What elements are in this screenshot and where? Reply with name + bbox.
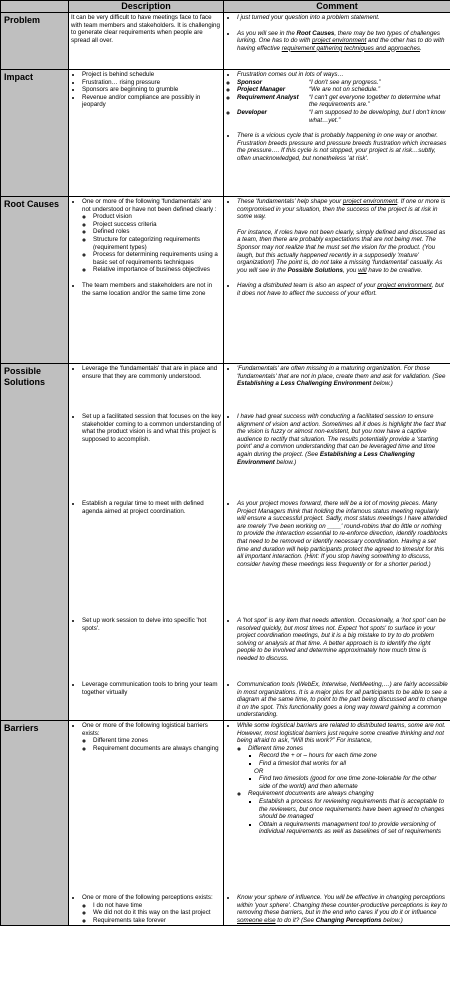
barrier-comment-1: • While some logistical barriers are related to distributed teams, some are not. However, most logistical barriers just require some creative thinking and not being afraid to ask, “Will this work?” For instance, ◦ Different time zones ▪ Record the + or – hours for each time zone ▪ Find a timeslot that works for all OR ▪ Find two timeslots (good for one time zone-tolerable for the other side of the world) and then alternate ◦ Requirement documents are always changing ▪ Establish a process for reviewing requirements that is acceptable to the reviewers, but once requirements have been agreed to changes should be managed ▪ Obtain a requirements management tool to provide versioning of individual requirements as well as baselines of set of requirements <box>237 722 448 836</box>
logistical-barrier: ◦ Requirement documents are always changing <box>93 745 221 753</box>
solutions-description <box>69 364 224 721</box>
logistical-barrier: ◦ Different time zones <box>93 737 221 745</box>
impact-item: • Project is behind schedule <box>82 71 221 79</box>
fundamental-item: ◦ Project success criteria <box>93 221 221 229</box>
role-quote: ◦ Requirement Analyst “I can't get everyone together to determine what the requirements are.” <box>237 94 448 109</box>
root-causes-description <box>69 197 224 364</box>
time-zone-step: ▪ Record the + or – hours for each time zone <box>259 752 448 760</box>
row-label-possible-solutions: Possible Solutions <box>1 364 69 721</box>
role-quote: ◦ Sponsor “I don't see any progress.” <box>237 79 448 87</box>
barriers-description <box>69 720 224 925</box>
fundamental-item: ◦ Structure for categorizing requirements (requirement types) <box>93 236 221 251</box>
root-causes-row <box>1 197 450 364</box>
impact-comment-intro: • Frustration comes out in lots of ways… <box>237 71 448 79</box>
solution-item: • Leverage the 'fundamentals' that are in place and ensure that they are commonly understood. <box>82 365 221 380</box>
barrier-item: • One or more of the following perceptions exists: ◦ I do not have time ◦ We did not do it this way on the last project ◦ Requirements take forever <box>82 894 221 924</box>
header-comment: Comment <box>224 1 450 13</box>
solution-comment: • A 'hot spot' is any item that needs attention. Occasionally, a 'hot spot' can be resolved quickly, but most times not. Expect 'hot spots' to surface in your project coordination meetings, but it is a big mistake to try to do problem solving or analysis at that time. A better approach is to identify the right people to be involved and determine approximately how much time is needed to discuss. <box>237 617 448 663</box>
solution-item: • Set up a facilitated session that focuses on the key stakeholder coming to a common understanding of what the product vision is and what this project is supposed to accomplish. <box>82 413 221 443</box>
problem-row <box>1 13 450 70</box>
barrier-item: • One or more of the following logistical barriers exists: ◦ Different time zones ◦ Requirement documents are always changing <box>82 722 221 752</box>
impact-comment-cycle: • There is a vicious cycle that is probably happening in one way or another. Frustration breeds pressure and pressure breeds frustration which increases the pressure…. If this cycle is not stopped, your project is at risk…subtly, often unacknowledged, but nonetheless 'at risk'. <box>237 132 448 162</box>
problem-comment-1: • I just turned your question into a problem statement. <box>237 14 448 22</box>
row-label-root-causes: Root Causes <box>1 197 69 364</box>
row-label-problem: Problem <box>1 13 69 70</box>
header-row <box>1 1 450 13</box>
requirement-docs-approach: ◦ Requirement documents are always changing ▪ Establish a process for reviewing requirements that is acceptable to the reviewers, but once requirements have been agreed to changes should be managed ▪ Obtain a requirements management tool to provide versioning of individual requirements as well as baselines of set of requirements <box>248 790 448 836</box>
possible-solutions-row <box>1 364 450 721</box>
header-description: Description <box>69 1 224 13</box>
solution-item: • Set up work session to delve into specific 'hot spots'. <box>82 617 221 632</box>
barriers-row <box>1 720 450 925</box>
root-cause-item: • One or more of the following 'fundamentals' are not understood or have not been defined clearly : ◦ Product vision ◦ Project success criteria ◦ Defined roles ◦ Structure for categorizing requirements (requirement types) ◦ Process for determining requirements using a basic set of requirements techniques ◦ Relative importance of business objectives <box>82 198 221 274</box>
impact-comment <box>224 70 450 197</box>
barrier-comment-2: • Know your sphere of influence. You will be effective in changing perceptions within 'your sphere'. Changing these counter-productive perceptions is key to removing these barriers, but in the end who cares if you do it or influence someone else to do it? (See Changing Perceptions below.) <box>237 894 448 924</box>
solution-comment: • Communication tools (WebEx, Interwise, NetMeeting,…) are fairly accessible in most organizations. It is a major plus for all participants to be able to see a diagram at the same time, to point to the part being discussed and to change it on the spot. This functionality goes a long way toward gaining a common understanding. <box>237 681 448 719</box>
problem-comment-2: • As you will see in the Root Causes, there may be two types of challenges lurking. One has to do with project environment and the other has to do with having effective requirement gathering techniques and approaches. <box>237 30 448 53</box>
perception-item: ◦ Requirements take forever <box>93 917 221 925</box>
root-causes-comment <box>224 197 450 364</box>
row-label-impact: Impact <box>1 70 69 197</box>
root-comment-1: • These 'fundamentals' help shape your project environment. If one or more is compromised in your situation, then the success of the project is at risk in some way. <box>237 198 448 221</box>
perception-item: ◦ We did not do it this way on the last project <box>93 909 221 917</box>
fundamental-item: ◦ Process for determining requirements using a basic set of requirements techniques <box>93 251 221 266</box>
solutions-comment <box>224 364 450 721</box>
barriers-comment <box>224 720 450 925</box>
root-comment-3: • Having a distributed team is also an aspect of your project environment, but it does not have to affect the success of your effort. <box>237 282 448 297</box>
time-zone-step: ▪ Find a timeslot that works for all <box>259 760 448 768</box>
root-cause-item: • The team members and stakeholders are not in the same location and/or the same time zone <box>82 282 221 297</box>
header-blank <box>1 1 69 13</box>
problem-comment <box>224 13 450 70</box>
time-zone-approach: ◦ Different time zones ▪ Record the + or – hours for each time zone ▪ Find a timeslot that works for all OR ▪ Find two timeslots (good for one time zone-tolerable for the other side of the world) and then alternate <box>248 745 448 791</box>
role-quote: ◦ Project Manager “We are not on schedule.” <box>237 86 448 94</box>
or-label: OR <box>254 767 264 775</box>
solution-comment: • I have had great success with conducting a facilitated session to ensure alignment of vision and action. Sometimes all it does is highlight the fact that the vision is fuzzy or almost non-existent, but you now have a captive audience to rectify that situation. The results potentially provide a 'starting point' and a common understanding that can be leveraged time and time again during the project. (See Establishing a Less Challenging Environment below.) <box>237 413 448 466</box>
row-label-barriers: Barriers <box>1 720 69 925</box>
requirement-docs-step: ▪ Establish a process for reviewing requirements that is acceptable to the reviewers, but once requirements have been agreed to changes should be managed <box>259 798 448 821</box>
problem-description: It can be very difficult to have meetings face to face with team members and stakeholders. It is challenging to generate clear requirements when people are spread all over. <box>69 13 224 70</box>
root-comment-2: For instance, if roles have not been clearly, simply defined and discussed as a team, then there are probably expectations that are not being met. The Sponsor may not realize that he must set the vision for the product. (You laugh, but this actually happened recently in a supposedly 'mature' organization!) The point is, do not take a missing 'fundamental' casually. As you will see in the Possible Solutions, you will have to be creative. <box>237 228 446 274</box>
fundamental-item: ◦ Relative importance of business objectives <box>93 266 221 274</box>
solution-item: • Leverage communication tools to bring your team together virtually <box>82 681 221 696</box>
requirement-docs-step: ▪ Obtain a requirements management tool to provide versioning of individual requirements as well as baselines of set of requirements <box>259 821 448 836</box>
fundamental-item: ◦ Product vision <box>93 213 221 221</box>
time-zone-step: ▪ Find two timeslots (good for one time zone-tolerable for the other side of the world) and then alternate <box>259 775 448 790</box>
solution-item: • Establish a regular time to meet with defined agenda aimed at project coordination. <box>82 500 221 515</box>
solution-comment: • As your project moves forward, there will be a lot of moving pieces. Many Project Managers think that holding the infamous status meeting regularly will ensure a successful project. Sadly, most status meetings I have attended are merely 'I've been working on ____' round-robins that do little or nothing to provide the interaction essential to re-enforce direction, identify roadblocks that need to be removed or identify necessary coordination. Having a set time and duration will help participants protect the agreed to timeslot for this all important interaction. (Hint: If you stop having something to discuss, consider having these meetings less frequently or for a shorter period.) <box>237 500 448 568</box>
impact-item: • Revenue and/or compliance are possibly in jeopardy <box>82 94 221 109</box>
impact-item: • Sponsors are beginning to grumble <box>82 86 221 94</box>
impact-description <box>69 70 224 197</box>
fundamental-item: ◦ Defined roles <box>93 228 221 236</box>
solution-comment: • 'Fundamentals' are often missing in a maturing organization. For those 'fundamentals' that are not in place, create them and ask for validation. (See Establishing a Less Challenging Environment below.) <box>237 365 448 388</box>
role-quote: ◦ Developer “I am supposed to be developing, but I don't know what…yet.” <box>237 109 448 124</box>
perception-item: ◦ I do not have time <box>93 902 221 910</box>
impact-row <box>1 70 450 197</box>
impact-item: • Frustration… rising pressure <box>82 79 221 87</box>
